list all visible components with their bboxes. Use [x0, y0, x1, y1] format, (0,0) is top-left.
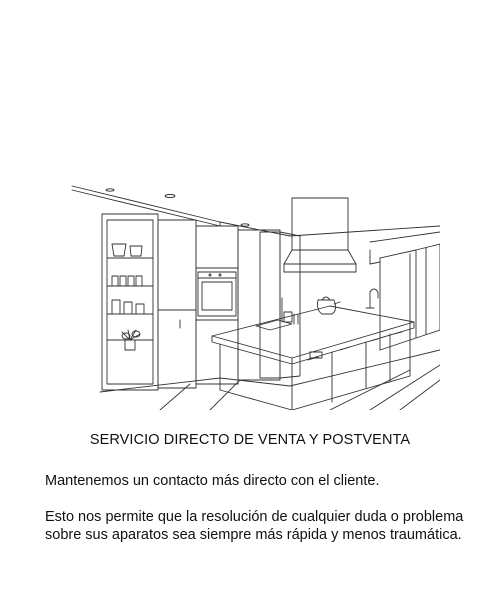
kitchen-line-drawing-icon [70, 180, 440, 410]
section-heading: SERVICIO DIRECTO DE VENTA Y POSTVENTA [89, 432, 411, 448]
intro-paragraph: Mantenemos un contacto más directo con el cliente. [45, 473, 380, 489]
detail-paragraph: Esto nos permite que la resolución de cualquier duda o problema sobre sus aparatos sea siempre más rápida y menos traumática. [45, 509, 464, 543]
kitchen-illustration [70, 180, 440, 410]
